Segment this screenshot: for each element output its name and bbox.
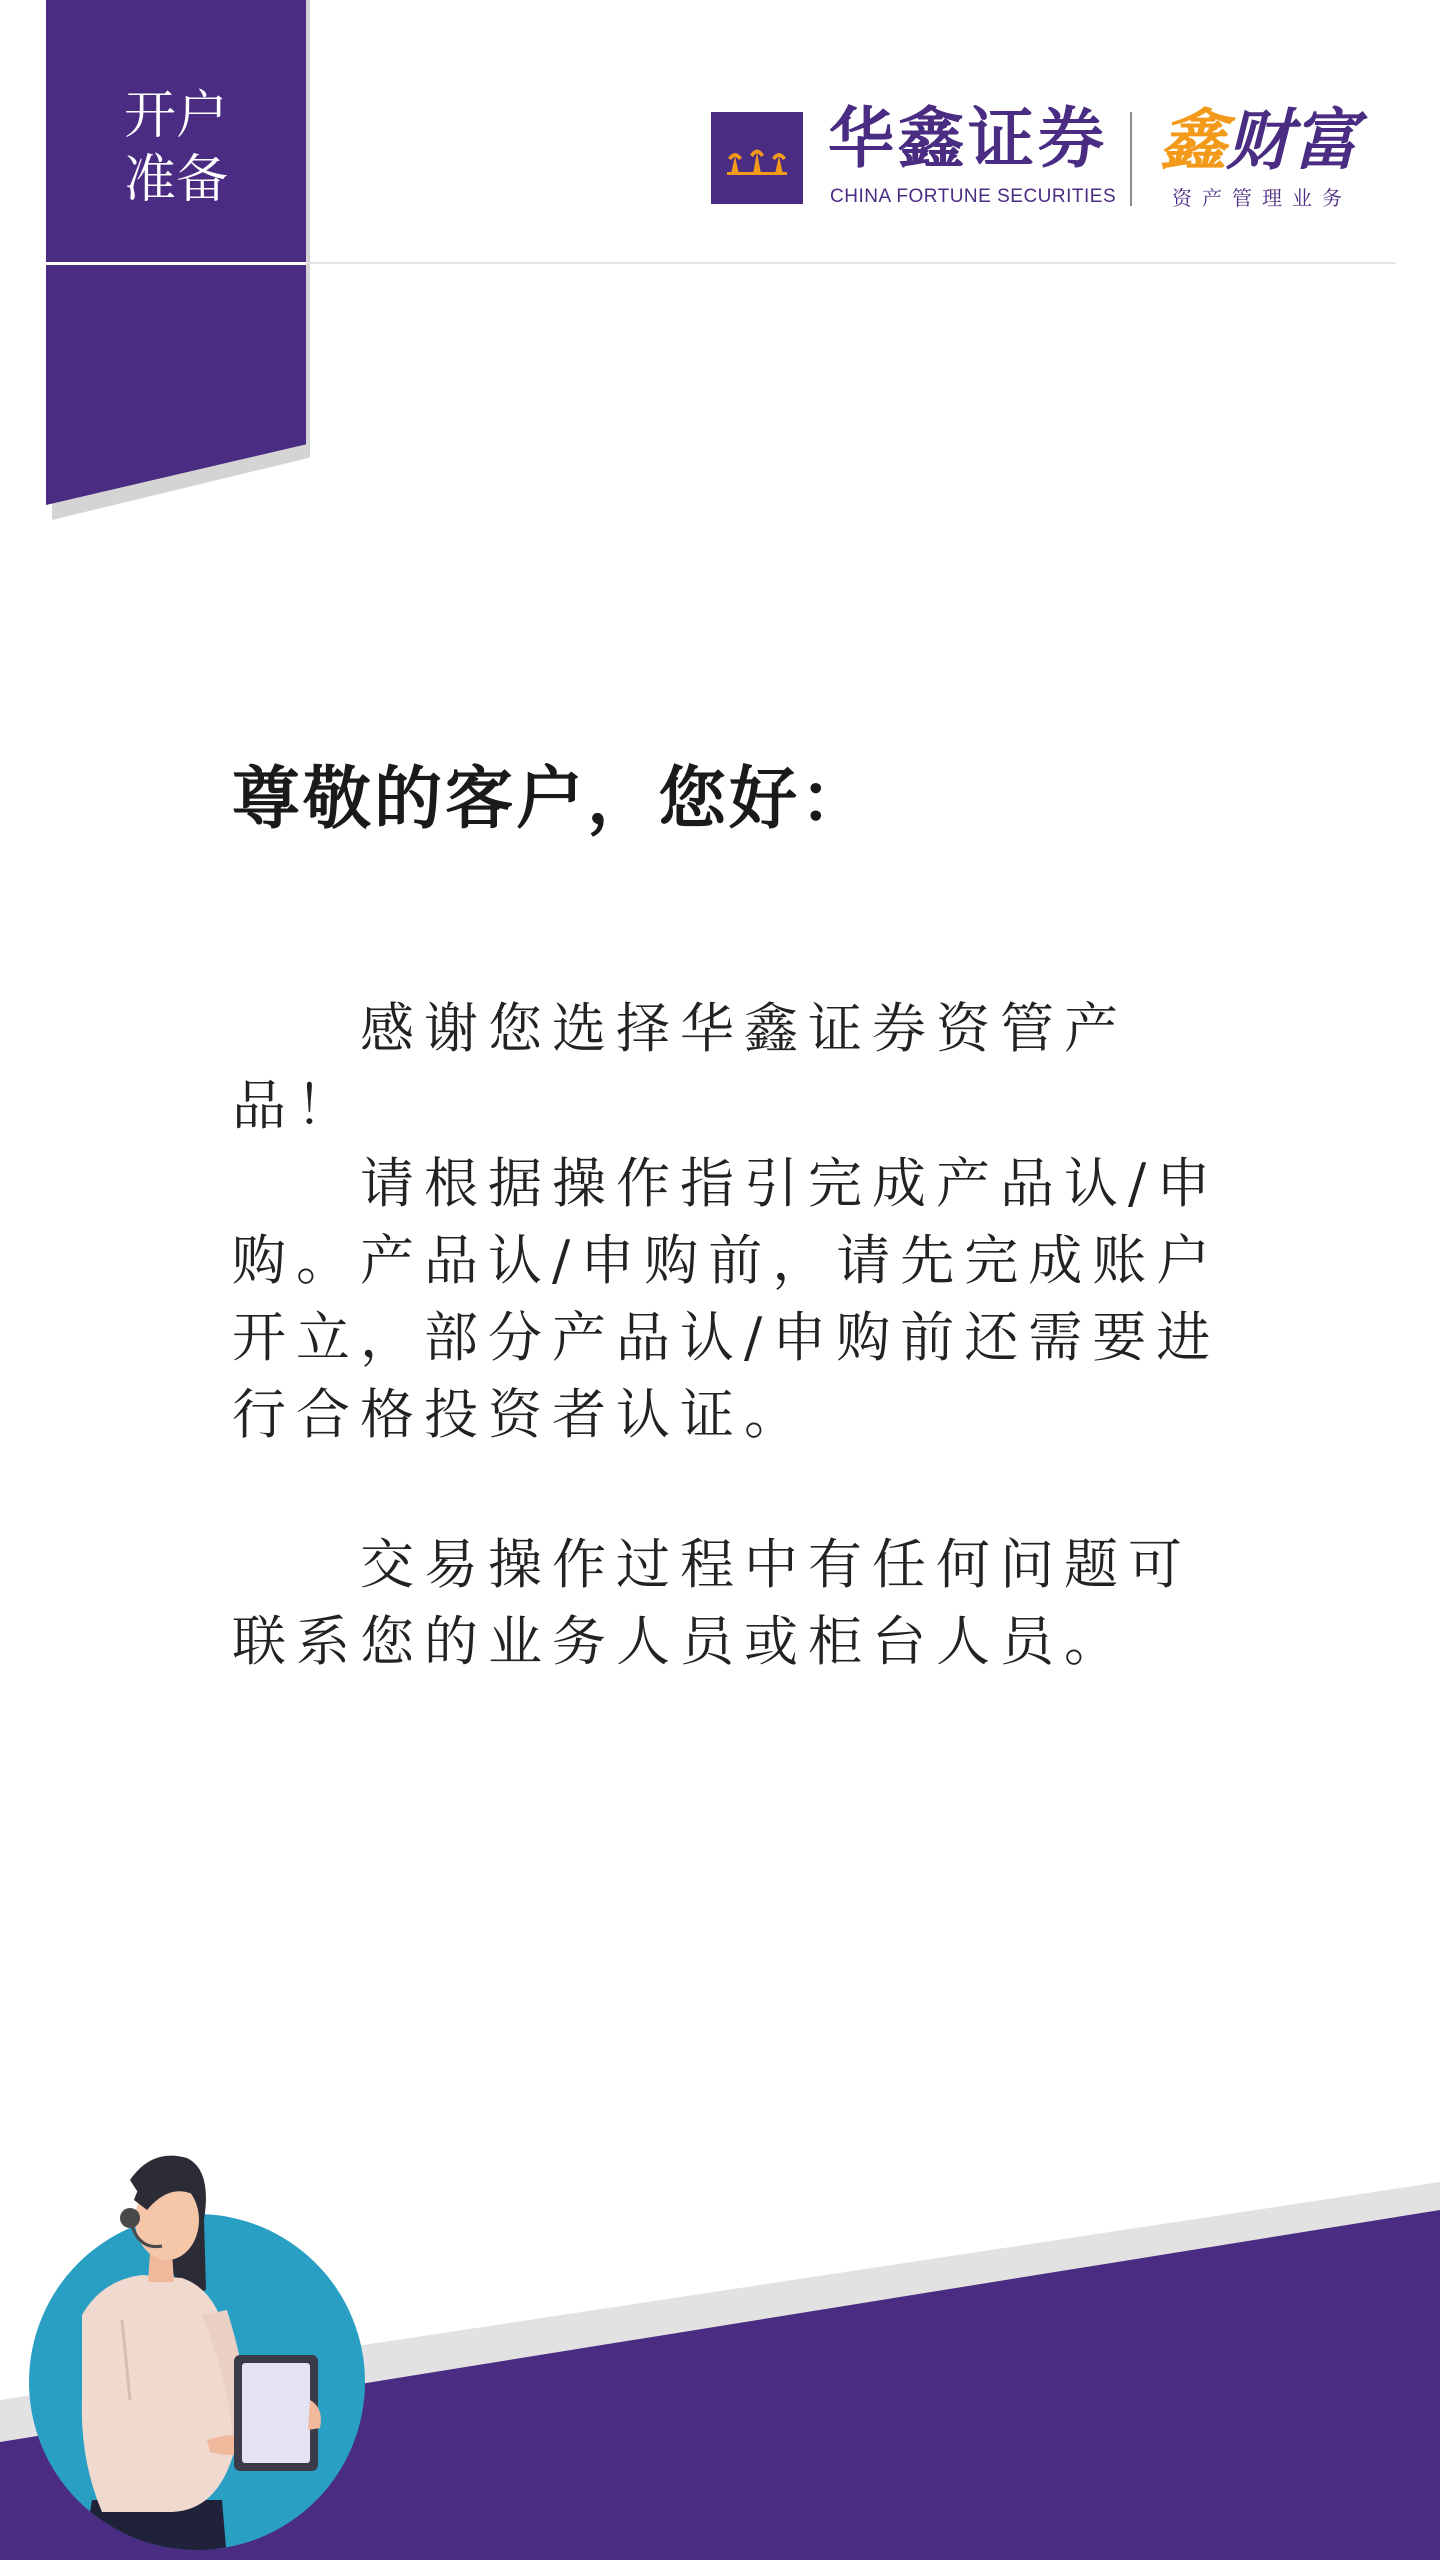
brand-name-part1: 鑫 [1160, 102, 1226, 179]
company-name-cn: 华鑫证券 [828, 100, 1108, 177]
section-label-line2: 准备 [123, 150, 228, 210]
header-tab [46, 0, 306, 505]
paragraph-contact: 交易操作过程中有任何问题可联系您的业务人员或柜台人员。 [232, 1533, 1192, 1673]
company-name-en: CHINA FORTUNE SECURITIES [830, 186, 1117, 207]
section-label [46, 84, 306, 212]
paragraph-thanks: 感谢您选择华鑫证券资管产品！ [232, 997, 1128, 1137]
brand-name [1160, 104, 1358, 178]
header-tab-divider [46, 262, 306, 265]
section-label-line1: 开户 [123, 86, 228, 146]
flame-trio-icon [711, 112, 803, 204]
logo-separator [1130, 112, 1132, 206]
customer-service-illustration [22, 2140, 382, 2560]
brand-subtitle: 资产管理业务 [1172, 186, 1352, 210]
greeting: 尊敬的客户，您好： [232, 759, 872, 839]
brand-name-part2: 财富 [1226, 102, 1358, 179]
company-logo-mark [711, 112, 803, 204]
paragraph-instructions: 请根据操作指引完成产品认/申购。产品认/申购前，请先完成账户开立，部分产品认/申购前还需要进行合格投资者认证。 [232, 1152, 1221, 1446]
header-divider [306, 262, 1396, 264]
